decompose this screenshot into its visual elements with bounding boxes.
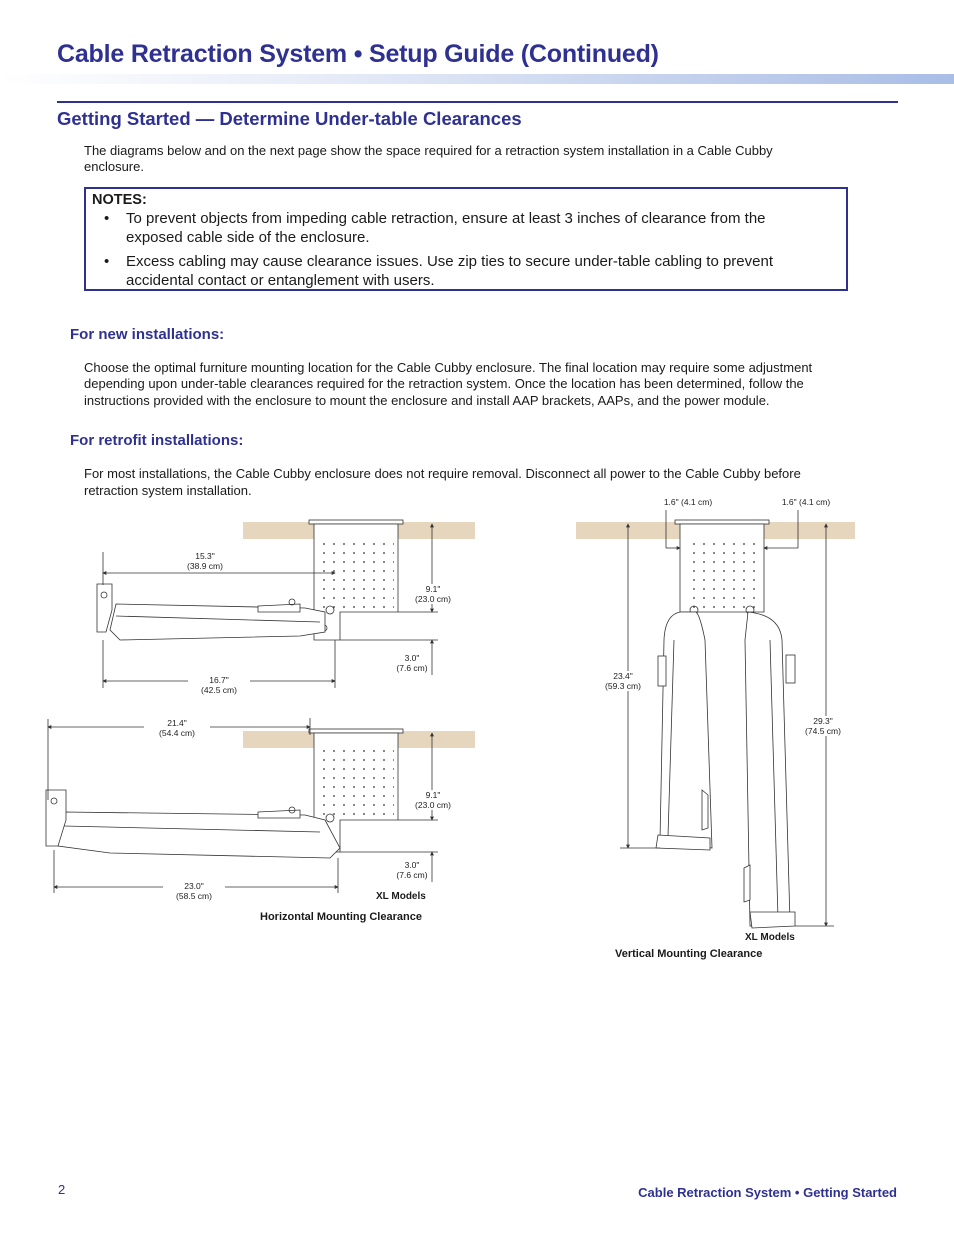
dim-label-9-1: 9.1" (23.0 cm) [410,584,456,604]
dim-label-9-1-xl: 9.1" (23.0 cm) [410,790,456,810]
dim-label-23-4: 23.4" (59.3 cm) [600,671,646,691]
xl-models-label-vertical: XL Models [745,932,795,943]
new-installations-line-3: instructions provided with the enclosure to mount the enclosure and install AAP brackets, AAPs, and the power module. [84,393,770,408]
dim-label-3-0: 3.0" (7.6 cm) [396,653,428,673]
section-title: Getting Started — Determine Under-table Clearances [57,108,522,129]
bullet-icon: • [104,210,110,227]
retrofit-installations-title: For retrofit installations: [70,432,244,449]
new-installations-line-2: depending upon under-table clearances required for the retraction system. Once the location has been determined, follow the [84,376,804,391]
note-2-line-2: accidental contact or entanglement with users. [126,272,435,289]
dim-label-15-3: 15.3" (38.9 cm) [187,551,223,571]
retrofit-line-2: retraction system installation. [84,483,252,498]
dim-label-3-0-xl: 3.0" (7.6 cm) [396,860,428,880]
notes-heading: NOTES: [92,192,147,208]
note-1-line-2: exposed cable side of the enclosure. [126,229,370,246]
dim-label-29-3: 29.3" (74.5 cm) [800,716,846,736]
footer-title: Cable Retraction System • Getting Started [638,1185,897,1200]
dim-label-23-0: 23.0" (58.5 cm) [163,881,225,901]
xl-models-label: XL Models [376,891,426,902]
page-title: Cable Retraction System • Setup Guide (Continued) [57,40,659,68]
horizontal-caption: Horizontal Mounting Clearance [260,911,422,923]
dim-label-side-right: 1.6" (4.1 cm) [781,497,831,507]
vertical-caption: Vertical Mounting Clearance [615,948,763,960]
retrofit-line-1: For most installations, the Cable Cubby enclosure does not require removal. Disconnect all power to the Cable Cubby before [84,466,801,481]
note-1-line-1: To prevent objects from impeding cable retraction, ensure at least 3 inches of clearance from the [126,210,766,227]
new-installations-line-1: Choose the optimal furniture mounting location for the Cable Cubby enclosure. The final location may require some adjustment [84,360,813,375]
new-installations-title: For new installations: [70,326,225,343]
dim-label-21-4: 21.4" (54.4 cm) [144,718,210,738]
dim-label-16-7: 16.7" (42.5 cm) [188,675,250,695]
bullet-icon: • [104,253,110,270]
note-2-line-1: Excess cabling may cause clearance issues. Use zip ties to secure under-table cabling to prevent [126,253,773,270]
intro-line-2: enclosure. [84,159,144,174]
page-number: 2 [58,1182,66,1197]
intro-line-1: The diagrams below and on the next page show the space required for a retraction system installation in a Cable Cubby [84,143,773,158]
dim-label-side-left: 1.6" (4.1 cm) [663,497,713,507]
